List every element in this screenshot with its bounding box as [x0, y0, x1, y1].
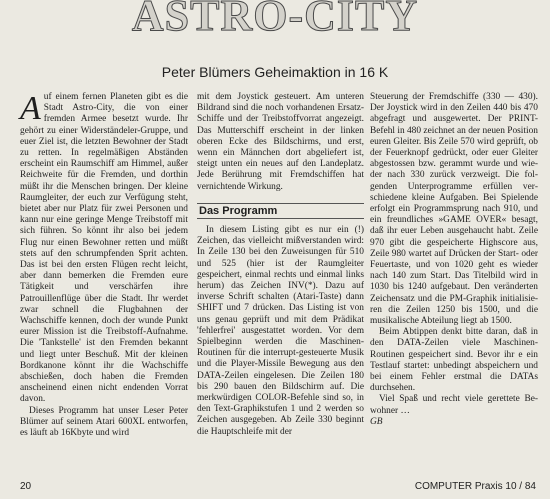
paragraph: Beim Abtippen denkt bitte daran, daß in den DATA-Zeilen viele Maschinen-Routinen gespeichert sind. Bevor ihr e ein Testlauf startet: unbedingt abspeichern und bei einem Fehler erstmal die DATAs durchsehen. — [370, 327, 538, 394]
paragraph: Dieses Programm hat unser Leser Peter Blümer auf seinem Atari 600XL entworfen, es läuft ab 16Kbyte und wird — [20, 405, 188, 439]
paragraph: Steuerung der Fremdschiffe (330 — 430). Der Joystick wird in den Zeilen 440 bis 470 abgefragt und ausgewertet. Der PRINT-Befehl in 480 zeichnet an der neuen Position euren Gleiter. Bis Zeile 570 wird geprüft, ob der Feuerknopf gedrückt, oder euer Gleiter abgestossen bzw. gerammt wurde und wieder nach 330 zurück verzweigt. Die folgenden Unterprogramme erfüllen verschiedene kleine Aufgaben. Bei Spielende erfolgt ein Programmsprung nach 910, und ein freundliches »GAME OVER« besagt, daß ihr euer Leben ausgehaucht habt. Zeile 970 gibt die gespeicherte Highscore aus, Zeile 980 wartet auf Drücken der Start- oder Feuertaste, und von 1020 geht es wieder nach 140 zum Start. Das Titelbild wird in 1030 bis 1240 aufgebaut. Den veränderten Zeichensatz und die PM-Graphik initialisieren die Zeilen 1250 bis 1500, und die musikalische Abteilung liegt ab 1500. — [370, 92, 538, 327]
paragraph: Viel Spaß und recht viele gerettete Bewohner … — [370, 394, 538, 416]
drop-cap: A — [20, 90, 41, 127]
paragraph: In diesem Listing gibt es nur ein (!) Zeichen, das vielleicht mißverstanden wird: In Zeile 130 bei den Zuweisungen für 510 und 525 (hier ist der Raumgleiter gespeichert, einmal rechts und einmal links herum) das Zeichen INV(*). Dazu auf inverse Schrift schalten (Atari-Taste) dann SHIFT und 7 drücken. Das Listing ist von uns genau geprüft und mit dem Prädikat 'fehlerfrei' ausgestattet worden. Vor dem Spielbeginn werden die Maschinen-Routinen für die interrupt-gesteuerte Musik und die Player-Missile Bewegung aus den DATA-Zeilen eingelesen. Die Zeilen 180 bis 290 bauen den Bildschirm auf. Die merkwürdigen COLOR-Befehle sind so, in den Text-Graphikstufen 1 und 2 werden so Zeichen ausgegeben. Ab Zeile 330 beginnt die Hauptschleife mit der — [197, 225, 364, 437]
paragraph-text: uf einem fernen Planeten gibt es die Stadt Astro-City, die von einer fremden Armee besetzt wurde. Ihr gehört zu einer Widerständeler-Gruppe, und euer Ziel ist, die letzten Bewohner der Stadt zu retten. In regelmäßigen Abständen erscheint ein Raumschiff am Himmel, außer Reichweite für die Fremden, und dorthin müßt ihr die Menschen bringen. Der kleine Raumgleiter, der euch zur Verfügung steht, bietet aber nur Platz für zwei Personen und kann nur eine geringe Menge Treibstoff mit sich führen. So könnt ihr also bei jedem Flug nur einen Bewohner retten und müßt stets auf den schrumpfenden Sprit achten. Das ist bei den ersten Flügen recht leicht, aber dann bemerken die Fremden eure Tätigkeit und verschärfen ihre Patrouillenflüge über die Stadt. Ihr werdet zwar schnell die Flugbahnen der Wachschiffe kennen, doch der wunde Punkt eurer Mission ist die Treibstoff-Aufnahme. Die 'Tankstelle' ist den Fremden bekannt und liegt unter Beschuß. Mit der kleinen Bordkanone könnt ihr die Wachschiffe abschießen, doch haben die Fremden anscheinend einen nicht endenden Vorrat davon. — [20, 92, 188, 405]
magazine-issue: COMPUTER Praxis 10 / 84 — [414, 481, 536, 492]
page-number: 20 — [20, 481, 32, 492]
paragraph: mit dem Joystick gesteuert. Am unteren Bildrand sind die noch vorhandenen Ersatz-Schiffe und der Treibstoffvorrat angezeigt. Das Mutterschiff erscheint in der linken oberen Ecke des Bildschirms, und erst, wenn ein Männchen dort abgeliefert ist, steigt unten ein neues auf den Landeplatz. Jede Berührung mit Fremdschiffen hat vernichtende Wirkung. — [197, 92, 364, 192]
text-column-1 — [20, 92, 188, 439]
text-column-3 — [370, 92, 538, 428]
text-column-2 — [197, 92, 364, 438]
section-heading: Das Programm — [197, 203, 364, 219]
article-title: ASTRO-CITY — [131, 0, 419, 40]
article-subtitle: Peter Blümers Geheimaktion in 16 K — [161, 64, 389, 80]
author-signature: GB — [370, 416, 383, 427]
paragraph — [20, 92, 188, 406]
